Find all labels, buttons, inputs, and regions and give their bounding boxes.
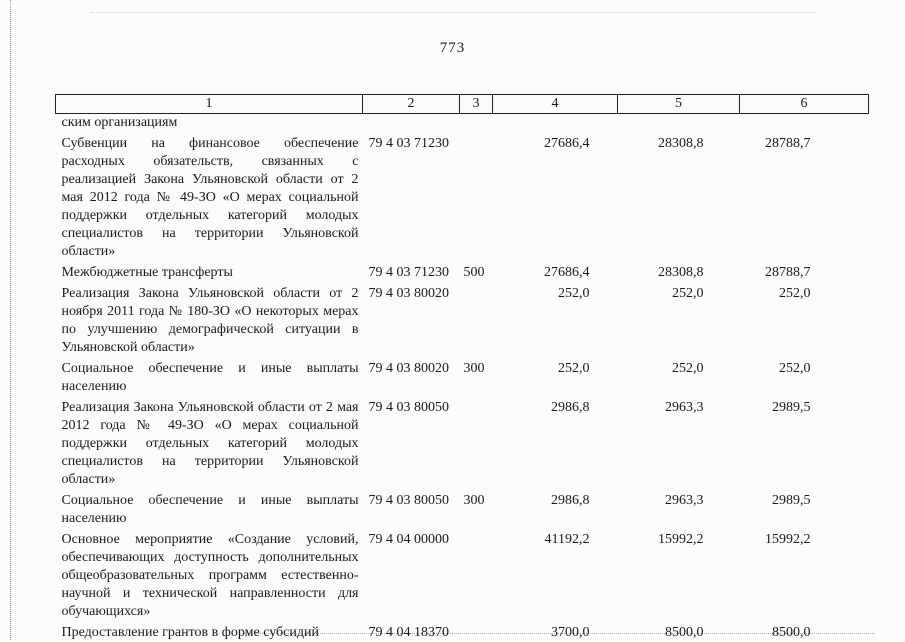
column-header-5: 5 <box>618 95 740 114</box>
row-name: Межбюджетные трансферты <box>56 261 363 282</box>
row-value-col6: 2989,5 <box>740 396 869 489</box>
row-code: 79 4 03 80050 <box>363 489 460 528</box>
table-row <box>56 528 869 621</box>
row-value-col6: 252,0 <box>740 282 869 357</box>
column-header-2: 2 <box>363 95 460 114</box>
table-row <box>56 261 869 282</box>
row-value-col4: 2986,8 <box>493 396 618 489</box>
table-row <box>56 114 869 133</box>
column-header-4: 4 <box>493 95 618 114</box>
row-expense-type <box>460 114 493 133</box>
budget-table <box>55 94 869 642</box>
row-value-col6: 28788,7 <box>740 261 869 282</box>
row-code <box>363 114 460 133</box>
row-value-col5: 252,0 <box>618 357 740 396</box>
column-header-6: 6 <box>740 95 869 114</box>
row-value-col6 <box>740 114 869 133</box>
row-value-col5: 15992,2 <box>618 528 740 621</box>
row-value-col6: 2989,5 <box>740 489 869 528</box>
table-row <box>56 489 869 528</box>
row-name: Социальное обеспечение и иные выплаты населению <box>56 489 363 528</box>
row-value-col6: 252,0 <box>740 357 869 396</box>
row-value-col4: 41192,2 <box>493 528 618 621</box>
row-expense-type: 500 <box>460 261 493 282</box>
column-header-3: 3 <box>460 95 493 114</box>
row-name: Социальное обеспечение и иные выплаты населению <box>56 357 363 396</box>
row-code: 79 4 03 80050 <box>363 396 460 489</box>
row-value-col4: 27686,4 <box>493 261 618 282</box>
row-expense-type <box>460 621 493 642</box>
row-code: 79 4 04 18370 <box>363 621 460 642</box>
row-code: 79 4 03 71230 <box>363 132 460 261</box>
row-value-col5: 28308,8 <box>618 132 740 261</box>
row-name: ским организациям <box>56 114 363 133</box>
table-row <box>56 282 869 357</box>
table-row <box>56 132 869 261</box>
row-name: Основное мероприятие «Создание условий, обеспечивающих доступность дополнительных общеобразовательных программ естественно-научной и технической направленности для обучающихся» <box>56 528 363 621</box>
row-value-col4 <box>493 114 618 133</box>
row-value-col5 <box>618 114 740 133</box>
row-expense-type <box>460 282 493 357</box>
row-value-col4: 3700,0 <box>493 621 618 642</box>
scan-left-edge <box>10 0 11 640</box>
column-number-header <box>56 95 869 114</box>
row-name: Реализация Закона Ульяновской области от 2 ноября 2011 года № 180-ЗО «О некоторых мерах по улучшению демографической ситуации в Ульяновской области» <box>56 282 363 357</box>
row-name: Реализация Закона Ульяновской области от 2 мая 2012 года № 49-ЗО «О мерах социальной поддержки отдельных категорий молодых специалистов на территории Ульяновской области» <box>56 396 363 489</box>
row-code: 79 4 03 80020 <box>363 357 460 396</box>
row-expense-type: 300 <box>460 489 493 528</box>
page-number: 773 <box>0 40 905 57</box>
row-value-col6: 8500,0 <box>740 621 869 642</box>
row-value-col6: 28788,7 <box>740 132 869 261</box>
row-value-col5: 28308,8 <box>618 261 740 282</box>
scan-top-noise <box>90 12 815 13</box>
row-value-col5: 2963,3 <box>618 489 740 528</box>
row-value-col6: 15992,2 <box>740 528 869 621</box>
row-value-col5: 252,0 <box>618 282 740 357</box>
row-value-col4: 252,0 <box>493 357 618 396</box>
row-value-col5: 2963,3 <box>618 396 740 489</box>
row-value-col4: 27686,4 <box>493 132 618 261</box>
row-expense-type <box>460 396 493 489</box>
table-row <box>56 621 869 642</box>
column-header-1: 1 <box>56 95 363 114</box>
row-expense-type <box>460 528 493 621</box>
row-value-col4: 2986,8 <box>493 489 618 528</box>
row-code: 79 4 03 80020 <box>363 282 460 357</box>
row-expense-type: 300 <box>460 357 493 396</box>
row-code: 79 4 03 71230 <box>363 261 460 282</box>
row-expense-type <box>460 132 493 261</box>
table-body <box>56 114 869 642</box>
table-row <box>56 357 869 396</box>
table-row <box>56 396 869 489</box>
row-name: Субвенции на финансовое обеспечение расходных обязательств, связанных с реализацией Закона Ульяновской области от 2 мая 2012 года № 49-ЗО «О мерах социальной поддержки отдельных категорий молодых специалистов на территории Ульяновской области» <box>56 132 363 261</box>
row-value-col4: 252,0 <box>493 282 618 357</box>
row-code: 79 4 04 00000 <box>363 528 460 621</box>
row-value-col5: 8500,0 <box>618 621 740 642</box>
row-name: Предоставление грантов в форме субсидий <box>56 621 363 642</box>
